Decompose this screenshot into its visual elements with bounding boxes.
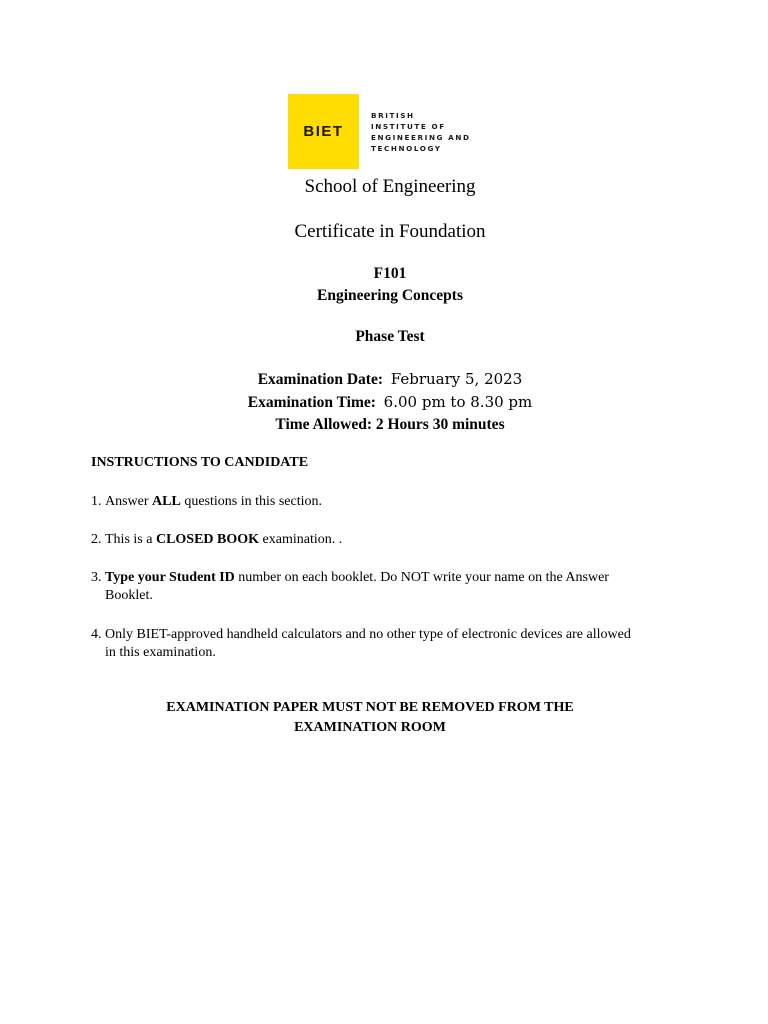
instruction-item <box>91 569 609 605</box>
removal-warning-line2: EXAMINATION ROOM <box>294 720 446 735</box>
exam-date-label: Examination Date: <box>257 371 384 388</box>
item-text: Answer <box>105 494 153 509</box>
item-emphasis: ALL <box>152 494 181 509</box>
logo-mark: BIET <box>288 94 359 169</box>
exam-time <box>0 393 768 412</box>
exam-time-value: 6.00 pm to 8.30 pm <box>383 393 533 411</box>
logo-line: TECHNOLOGY <box>371 143 442 153</box>
logo-wordmark <box>371 110 471 154</box>
instruction-item <box>91 626 631 662</box>
item-number: 1. <box>91 494 102 509</box>
item-text: This is a <box>105 532 156 547</box>
instructions-heading: INSTRUCTIONS TO CANDIDATE <box>91 455 309 470</box>
instruction-item <box>91 531 342 549</box>
time-allowed: Time Allowed: 2 Hours 30 minutes <box>275 416 505 433</box>
course-code: F101 <box>373 265 407 282</box>
instruction-item <box>91 493 322 511</box>
item-emphasis: Type your Student ID <box>105 570 235 585</box>
item-text: examination. . <box>259 532 343 547</box>
certificate-title: Certificate in Foundation <box>294 221 486 242</box>
exam-time-label: Examination Time: <box>247 394 376 411</box>
item-text: questions in this section. <box>180 494 323 509</box>
logo-line: INSTITUTE OF <box>371 121 446 131</box>
item-emphasis: CLOSED BOOK <box>155 532 260 547</box>
exam-date <box>0 370 768 389</box>
item-text: number on each booklet. Do NOT write your name on the Answer <box>234 570 609 585</box>
exam-date-value: February 5, 2023 <box>390 370 523 388</box>
logo-line: ENGINEERING AND <box>371 132 471 142</box>
school-name: School of Engineering <box>304 176 476 197</box>
course-name: Engineering Concepts <box>317 287 463 304</box>
item-continuation: Booklet. <box>105 588 153 603</box>
logo-line: BRITISH <box>371 110 415 120</box>
removal-warning-line1: EXAMINATION PAPER MUST NOT BE REMOVED FROM THE <box>166 700 574 715</box>
test-type: Phase Test <box>355 328 425 345</box>
item-number: 2. <box>91 532 102 547</box>
institution-logo <box>288 94 471 169</box>
item-text: Only BIET-approved handheld calculators and no other type of electronic devices are allowed <box>105 627 631 642</box>
item-number: 4. <box>91 627 102 642</box>
item-continuation: in this examination. <box>105 645 216 660</box>
item-number: 3. <box>91 570 102 585</box>
